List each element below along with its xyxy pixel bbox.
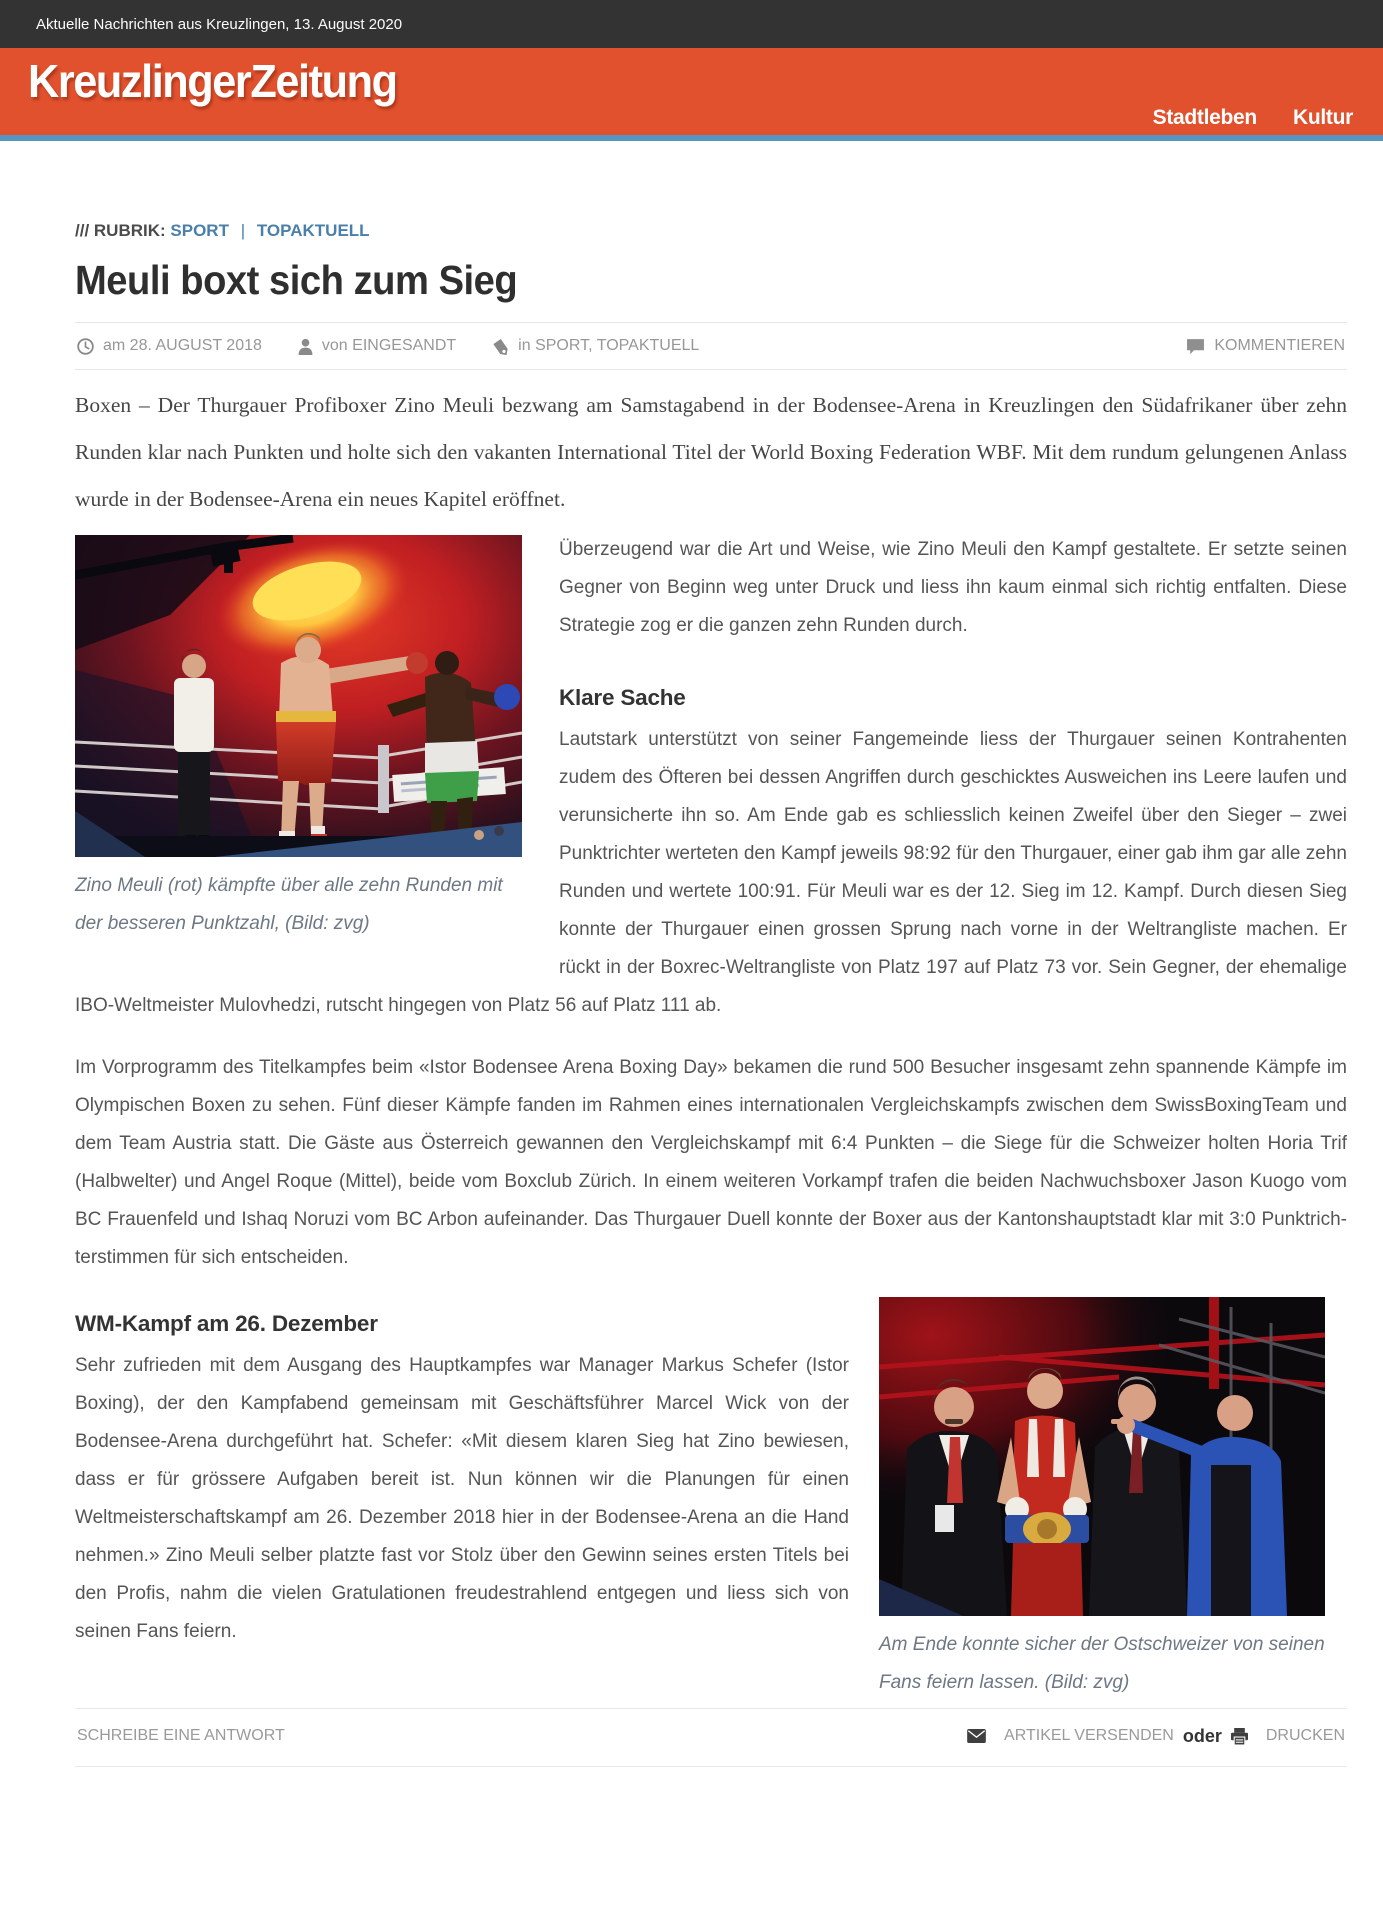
comment-link-label: KOMMENTIEREN (1214, 337, 1345, 354)
page-title: Meuli boxt sich zum Sieg (75, 257, 518, 303)
breadcrumb-link-topaktuell[interactable]: TOPAKTUELL (256, 221, 370, 240)
breadcrumb-link-sport[interactable]: SPORT (170, 221, 229, 240)
paragraph-wm-kampf: Sehr zufrieden mit dem Ausgang des Hauptkampfes war Manager Markus Schefer (Istor Boxing), der den Kampfabend gemeinsam mit Geschäftsführer Marcel Wick von der Bodensee-Arena durchgeführt hat. Schefer: «Mit diesem klaren Sieg hat Zino bewiesen, dass er für grössere Aufgaben bereit ist. Nun können wir die Planungen für einen Weltmeisterschaftskampf am 26. Dezember 2018 hier in der Bodensee-Arena an die Hand nehmen.» Zino Meuli selber platzte fast vor Stolz über den Gewinn seines ersten Titels bei den Profis, nahm die vielen Gratulationen freudestrahlend entgegen und liess sich von seinen Fans feiern. (75, 1354, 849, 1642)
article-photo-boxing-ring (75, 535, 522, 857)
breadcrumb-separator: | (240, 221, 246, 240)
print-label: DRUCKEN (1265, 1727, 1345, 1745)
reply-link[interactable]: SCHREIBE EINE ANTWORT (77, 1727, 285, 1745)
share-actions (967, 1726, 1345, 1747)
article-footer-bar (75, 1708, 1347, 1767)
meta-categories-text: in SPORT, TOPAKTUELL (518, 337, 700, 354)
figure-boxing-ring (75, 535, 522, 943)
paragraph-intro: Überzeugend war die Art und Weise, wie Zino Meuli den Kampf gestaltete. Er setzte seinen Gegner von Beginn weg unter Druck und liess ihn kaum einmal sich richtig entfalten. Diese Strategie zog er die ganzen zehn Runden durch. (559, 538, 1347, 636)
meta-author-text: von EINGESANDT (321, 337, 457, 354)
send-article-link[interactable] (967, 1727, 1174, 1745)
top-news-bar-text: Aktuelle Nachrichten aus Kreuzlingen, 13. August 2020 (36, 15, 403, 33)
print-link[interactable] (1231, 1727, 1345, 1745)
meta-author (298, 337, 456, 355)
photo-1-caption: Zino Meuli (rot) kämpfte über alle zehn Runden mit der besseren Punktzahl, (Bild: zvg) (75, 874, 503, 934)
subheading-klare-sache: Klare Sache (559, 684, 686, 710)
article-lead: Boxen – Der Thurgauer Profiboxer Zino Meuli bezwang am Samstagabend in der Bodensee-Arena in Kreuzlingen den Südafrikaner über zehn Runden klar nach Punkten und holte sich den vakanten International Titel der World Boxing Federation WBF. Mit dem rundum gelungenen Anlass wurde in der Bodensee-Arena ein neues Kapitel eröffnet. (75, 393, 1347, 511)
breadcrumb-prefix: /// RUBRIK: (75, 221, 166, 240)
article-body (75, 531, 1347, 1693)
article-page (0, 141, 1383, 1767)
section-wm-kampf (75, 1297, 1347, 1693)
photo-2-caption: Am Ende konnte sicher der Ostschweizer von seinen Fans feiern lassen. (Bild: zvg) (879, 1633, 1325, 1693)
nav-item-kultur[interactable]: Kultur (1292, 106, 1353, 129)
or-label: oder (1182, 1725, 1222, 1746)
user-icon (298, 338, 313, 355)
meta-date-text: am 28. AUGUST 2018 (103, 337, 262, 354)
figure-celebration (879, 1297, 1325, 1702)
meta-date (77, 337, 262, 355)
site-logo[interactable]: KreuzlingerZeitung (28, 55, 397, 107)
breadcrumb (75, 221, 1347, 241)
comment-link[interactable] (1186, 337, 1345, 355)
article-photo-celebration (879, 1297, 1325, 1616)
send-article-label: ARTIKEL VERSENDEN (1004, 1727, 1174, 1745)
paragraph-klare-sache: Lautstark unterstützt von seiner Fangemeinde liess der Thurgauer seinen Kontrahenten zudem des Öfteren bei dessen Angriffen durch geschicktes Ausweichen ins Leere laufen und verunsicherte ihn so. Am Ende gab es schliesslich keinen Zweifel über den Sieger – zwei Punktrichter werteten den Kampf jeweils 98:92 für den Thurgauer, einer gab ihm gar alle zehn Runden und wertete 100:91. Für Meuli war es der 12. Sieg im 12. Kampf. Durch diesen Sieg konnte der Thurgauer einen grossen Sprung nach vorne in der Weltrangliste machen. Er rückt in der Boxrec-Weltrangliste von Platz 197 auf Platz 73 vor. Sein Gegner, der ehemalige IBO-Weltmeister Mulovhedzi, rutscht hingegen von Platz 56 auf Platz 111 ab. (75, 728, 1347, 1016)
subheading-wm-kampf: WM-Kampf am 26. Dezember (75, 1310, 378, 1336)
paragraph-vorprogramm: Im Vorprogramm des Titelkampfes beim «Istor Bodensee Arena Boxing Day» bekamen die rund 500 Besucher insgesamt zehn spannende Kämpfe im Olympischen Boxen zu sehen. Fünf dieser Kämpfe fanden im Rahmen eines internationalen Vergleichskampfs zwischen dem SwissBoxingTeam und dem Team Austria statt. Die Gäste aus Österreich gewannen den Vergleichskampf mit 6:4 Punkten – die Siege für die Schweizer holten Horia Trif (Halbwelter) und Angel Roque (Mittel), beide vom Boxclub Zürich. In einem weiteren Vorkampf trafen die beiden Nachwuchsboxer Jason Kuogo vom BC Frauenfeld und Ishaq Noruzi vom BC Arbon aufeinander. Das Thurgauer Duell konnte der Boxer aus der Kantonshauptstadt klar mit 3:0 Punktrichterstimmen für sich entscheiden. (75, 1056, 1347, 1268)
top-news-bar (0, 0, 1383, 48)
site-header (0, 48, 1383, 135)
clock-icon (77, 338, 94, 355)
main-nav (1153, 106, 1353, 130)
tag-icon (492, 338, 509, 355)
printer-icon (1231, 1728, 1248, 1745)
article-meta-bar (75, 322, 1347, 370)
comment-icon (1186, 338, 1205, 355)
meta-categories (492, 337, 699, 355)
nav-item-stadtleben[interactable]: Stadtleben (1152, 106, 1257, 129)
envelope-icon (967, 1729, 986, 1743)
